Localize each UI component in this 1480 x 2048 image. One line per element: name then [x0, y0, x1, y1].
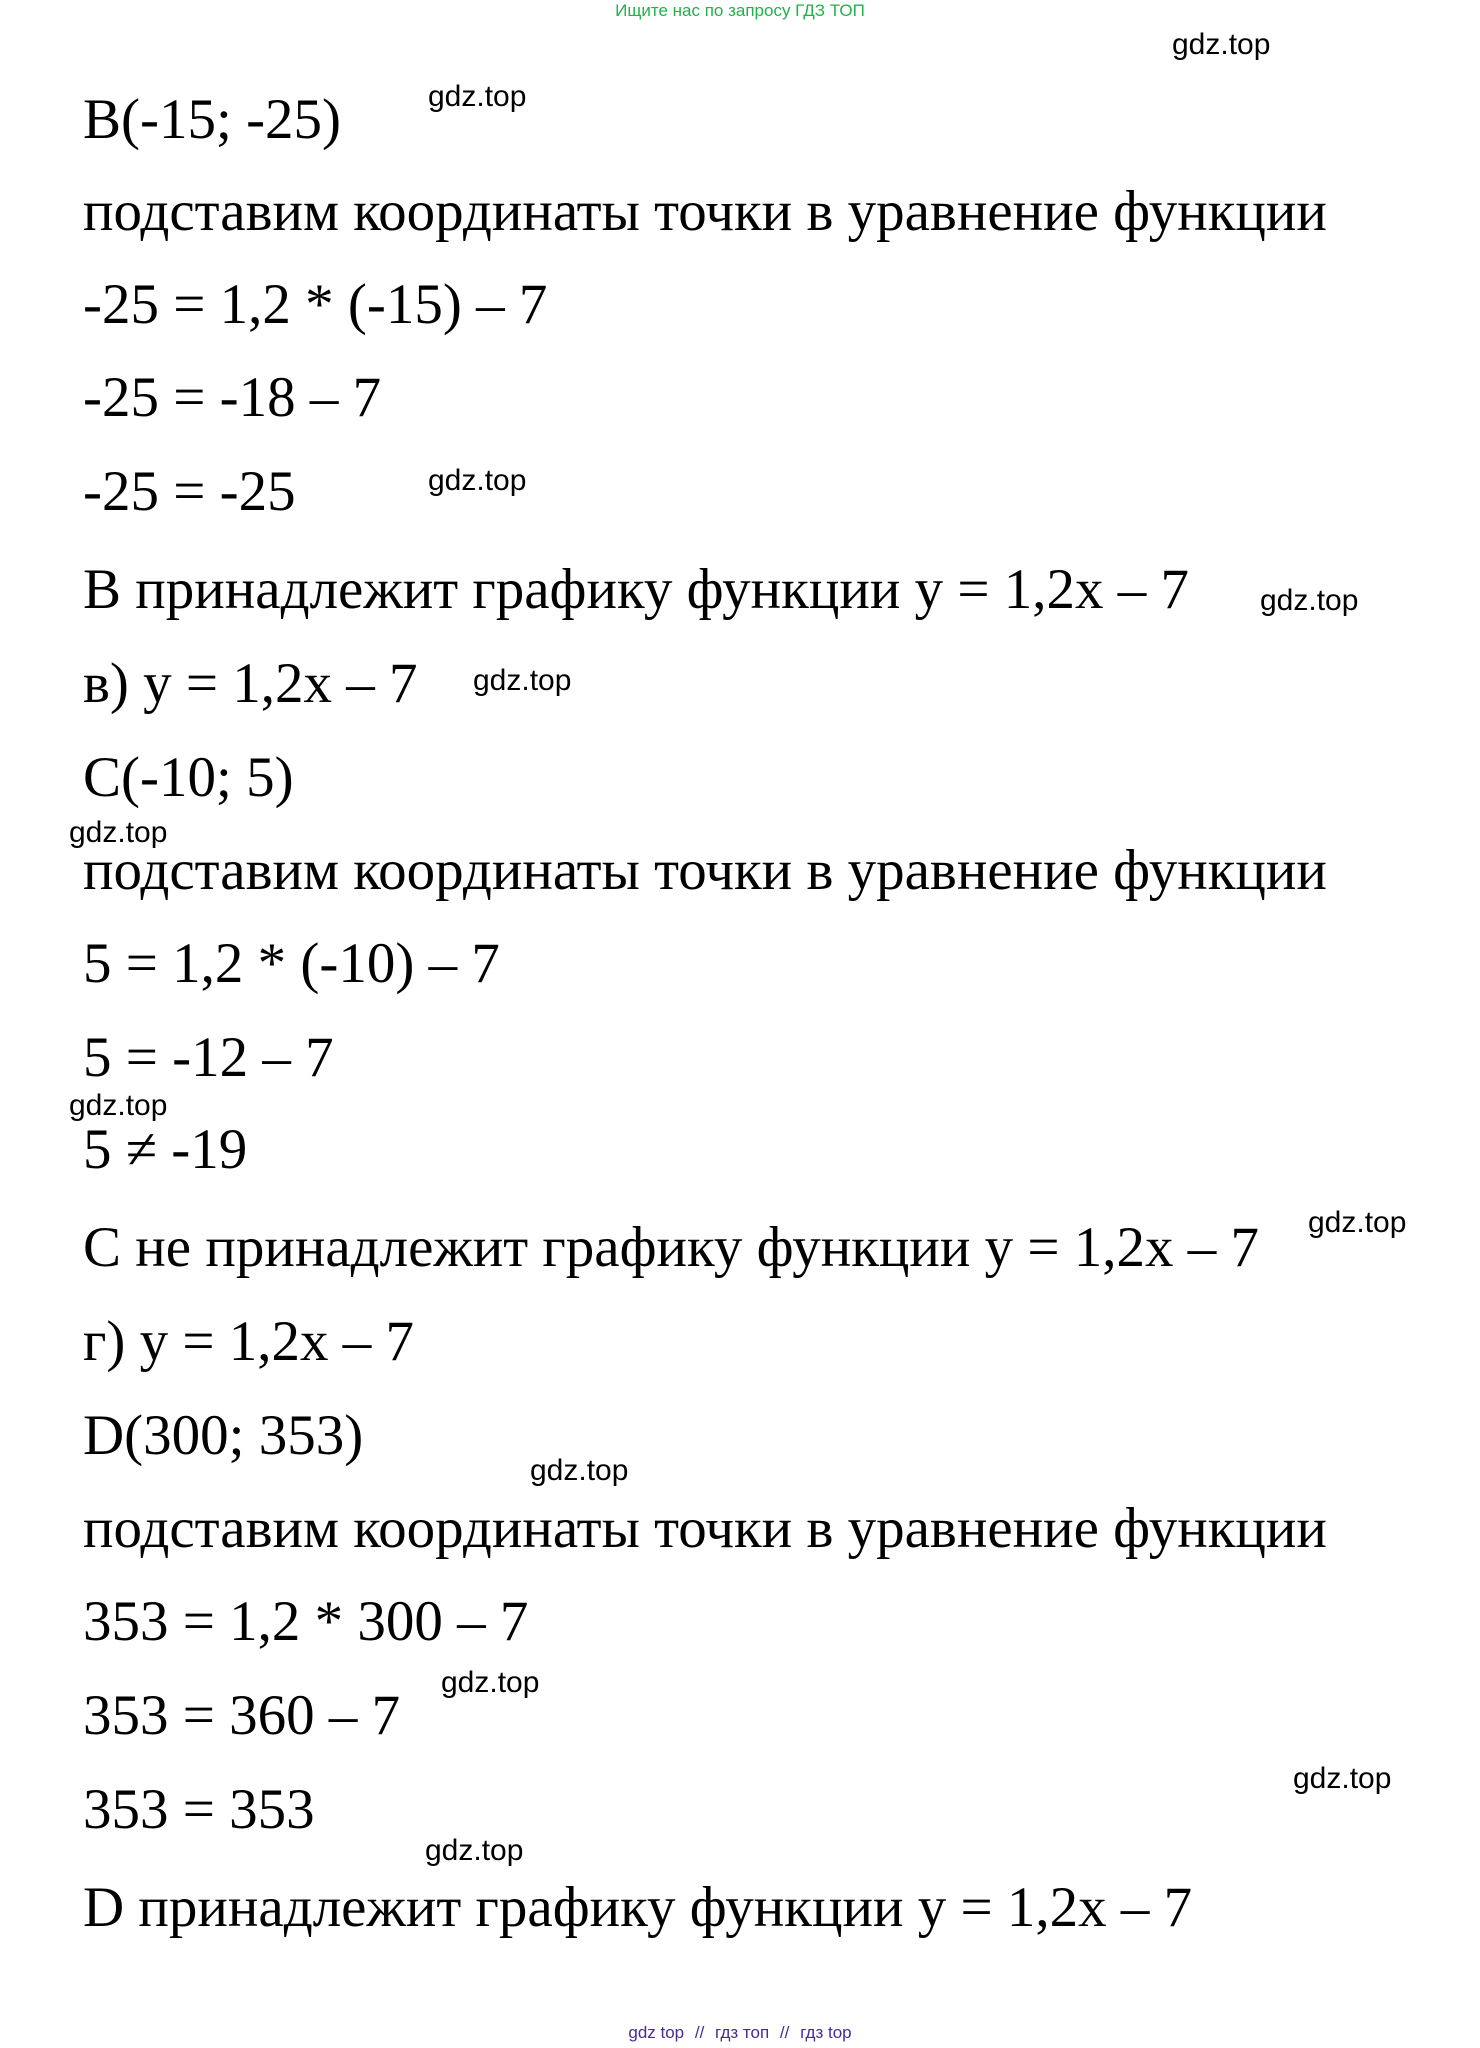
watermark: gdz.top: [69, 816, 168, 849]
watermark: gdz.top: [428, 464, 527, 497]
point-b: B(-15; -25): [83, 88, 342, 151]
equation-line: 5 = -12 – 7: [83, 1026, 334, 1089]
watermark: gdz.top: [428, 80, 527, 113]
substitute-text: подставим координаты точки в уравнение функции: [83, 1497, 1327, 1560]
equation-line: 353 = 360 – 7: [83, 1684, 401, 1747]
footer-link[interactable]: gdz top: [628, 2023, 685, 2042]
watermark: gdz.top: [425, 1834, 524, 1867]
watermark: gdz.top: [1260, 584, 1359, 617]
conclusion-d: D принадлежит графику функции y = 1,2x – 7: [83, 1876, 1193, 1939]
footer-link[interactable]: гдз top: [800, 2023, 852, 2042]
watermark: gdz.top: [1172, 28, 1271, 61]
top-banner: Ищите нас по запросу ГДЗ ТОП: [615, 1, 865, 20]
footer-links: [0, 2022, 1480, 2044]
point-c: C(-10; 5): [83, 746, 294, 809]
footer-link[interactable]: гдз топ: [715, 2023, 770, 2042]
conclusion-b: B принадлежит графику функции y = 1,2x – 7: [83, 558, 1189, 621]
watermark: gdz.top: [69, 1089, 168, 1122]
equation-line: -25 = -18 – 7: [83, 366, 382, 429]
part-v-heading: в) y = 1,2x – 7: [83, 652, 418, 715]
equation-line: -25 = 1,2 * (-15) – 7: [83, 273, 548, 336]
substitute-text: подставим координаты точки в уравнение функции: [83, 839, 1327, 902]
point-d: D(300; 353): [83, 1404, 364, 1467]
equation-line: -25 = -25: [83, 460, 296, 523]
footer-separator: //: [779, 2023, 790, 2042]
conclusion-c: C не принадлежит графику функции y = 1,2x – 7: [83, 1216, 1260, 1279]
equation-line: 353 = 1,2 * 300 – 7: [83, 1590, 529, 1653]
equation-line: 5 ≠ -19: [83, 1118, 248, 1181]
footer-separator: //: [694, 2023, 705, 2042]
part-g-heading: г) y = 1,2x – 7: [83, 1310, 415, 1373]
equation-line: 353 = 353: [83, 1778, 315, 1841]
equation-line: 5 = 1,2 * (-10) – 7: [83, 932, 500, 995]
watermark: gdz.top: [530, 1454, 629, 1487]
watermark: gdz.top: [441, 1666, 540, 1699]
substitute-text: подставим координаты точки в уравнение функции: [83, 180, 1327, 243]
watermark: gdz.top: [473, 664, 572, 697]
watermark: gdz.top: [1308, 1206, 1407, 1239]
watermark: gdz.top: [1293, 1762, 1392, 1795]
